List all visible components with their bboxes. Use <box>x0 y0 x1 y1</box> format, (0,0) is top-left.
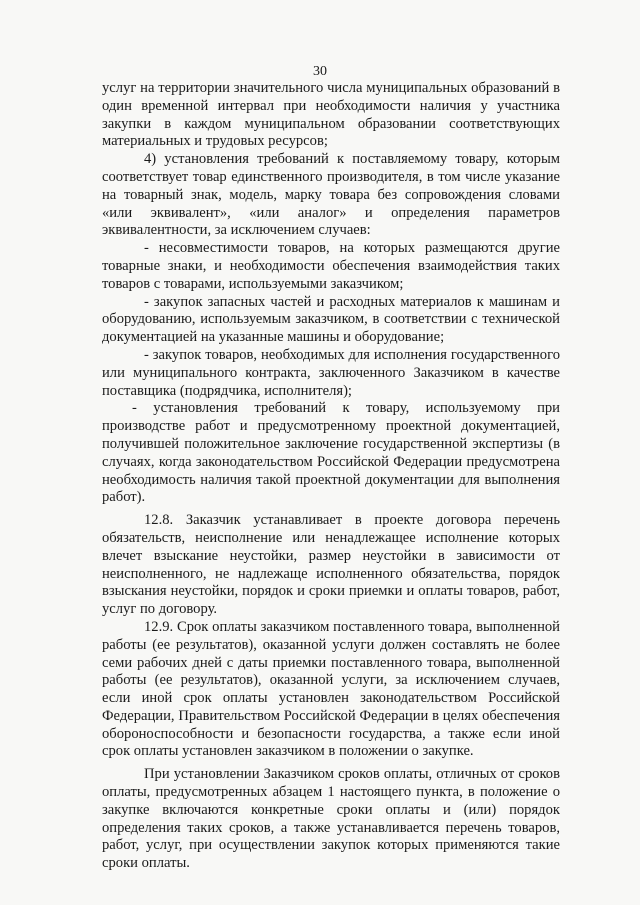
paragraph-12-8: 12.8. Заказчик устанавливает в проекте договора перечень обязательств, неисполнение или ненадлежащее исполнение которых влечет взыскание неустойки, размер неустойки в зависимости от неисполненного, не надлежаще исполненного обязательства, порядок взыскания неустойки, порядок и сроки приемки и оплаты товаров, работ, услуг по договору. <box>102 512 560 618</box>
paragraph-exception-project-docs: - установления требований к товару, используемому при производстве работ и предусмотренному проектной документацией, получившей положительное заключение государственной экспертизы (в случаях, когда законодательством Российской Федерации предусмотрена необходимость наличия такой проектной документации для выполнения работ). <box>102 400 560 506</box>
page-number: 30 <box>313 64 327 79</box>
paragraph-12-9: 12.9. Срок оплаты заказчиком поставленного товара, выполненной работы (ее результатов), оказанной услуги должен составлять не более семи рабочих дней с даты приемки поставленного товара, выполненной работы (ее результатов), оказанной услуги, за исключением случаев, если иной срок оплаты установлен законодательством Российской Федерации, Правительством Российской Федерации в целях обеспечения обороноспособности и безопасности государства, а также если иной срок оплаты установлен заказчиком в положении о закупке. <box>102 618 560 760</box>
paragraph-exception-contract: - закупок товаров, необходимых для исполнения государственного или муниципального контракта, заключенного Заказчиком в качестве поставщика (подрядчика, исполнителя); <box>102 346 560 399</box>
paragraph-exception-incompatibility: - несовместимости товаров, на которых размещаются другие товарные знаки, и необходимости обеспечения взаимодействия таких товаров с товарами, используемыми заказчиком; <box>102 240 560 292</box>
paragraph-item-4: 4) установления требований к поставляемому товару, которым соответствует товар единственного производителя, в том числе указание на товарный знак, модель, марку товара без сопровождения словами «или эквивалент», «или аналог» и определения параметров эквивалентности, за исключением случаев: <box>102 151 560 239</box>
paragraph-continuation: услуг на территории значительного числа муниципальных образований в один временной интервал при необходимости наличия у участника закупки в каждом муниципальном образовании соответствующих материальных и трудовых ресурсов; <box>102 80 560 150</box>
paragraph-payment-terms: При установлении Заказчиком сроков оплаты, отличных от сроков оплаты, предусмотренных абзацем 1 настоящего пункта, в положение о закупке включаются конкретные сроки оплаты и (или) порядок определения таких сроков, а также устанавливается перечень товаров, работ, услуг, при осуществлении закупок которых применяются такие сроки оплаты. <box>102 766 560 872</box>
paragraph-exception-spare-parts: - закупок запасных частей и расходных материалов к машинам и оборудованию, используемым заказчиком, в соответствии с технической документацией на указанные машины и оборудование; <box>102 293 560 346</box>
document-body <box>102 80 560 873</box>
